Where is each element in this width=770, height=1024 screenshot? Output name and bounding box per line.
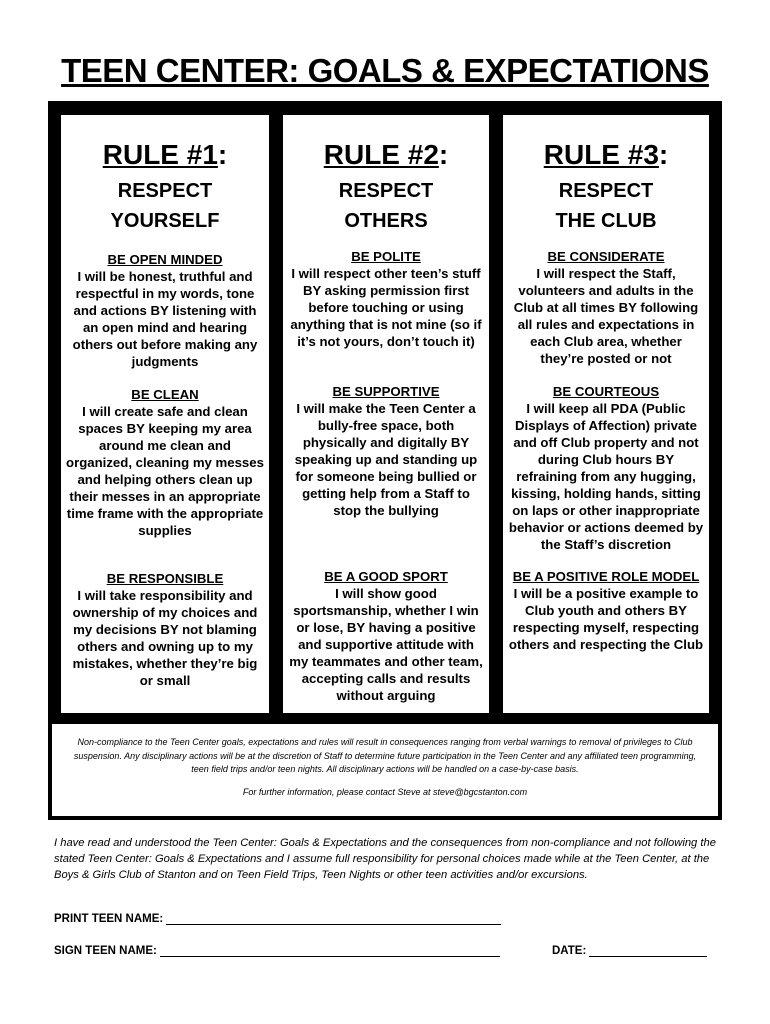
rule-subtitle-line: YOURSELF — [110, 210, 220, 232]
date-input-line[interactable] — [589, 944, 707, 957]
section-heading: BE A GOOD SPORT — [324, 569, 448, 584]
rule-subtitle — [289, 176, 483, 236]
print-name-field — [54, 912, 501, 925]
section-text: I will show good sportsmanship, whether I win or lose, BY having a positive and supportive attitude with my teammates and other team, accepting calls and results without arguing — [289, 586, 483, 703]
rule-column-1 — [61, 115, 269, 713]
rule-subtitle-line: OTHERS — [344, 210, 428, 232]
section-heading: BE CONSIDERATE — [547, 249, 665, 264]
rule-section — [287, 248, 485, 350]
rule-subtitle-line: RESPECT — [117, 180, 213, 202]
section-text: I will be honest, truthful and respectful in my words, tone and actions BY listening with an open mind and hearing others out before making any judgments — [72, 269, 258, 369]
date-label: DATE: — [552, 945, 587, 957]
rule-section — [65, 570, 265, 689]
rule-section — [507, 248, 705, 367]
rule-section — [507, 383, 705, 553]
rule-heading — [289, 138, 483, 172]
print-name-label: PRINT TEEN NAME: — [54, 913, 164, 925]
contact-info: For further information, please contact Steve at steve@bgcstanton.com — [242, 786, 528, 797]
section-heading: BE RESPONSIBLE — [106, 571, 224, 586]
section-heading: BE A POSITIVE ROLE MODEL — [512, 569, 700, 584]
section-heading: BE OPEN MINDED — [107, 252, 223, 267]
rule-column-2 — [283, 115, 489, 713]
section-text: I will create safe and clean spaces BY keeping my area around me clean and organized, cleaning my messes and helping others clean up their messes in an appropriate time frame with the appropriate supplies — [66, 404, 264, 538]
acknowledgement-text: I have read and understood the Teen Center: Goals & Expectations and the consequences from non-compliance and not following the stated Teen Center: Goals & Expectations and I assume full responsibility for personal choices made while at the Teen Center, at the Boys & Girls Club of Stanton and on Teen Field Trips, Teen Nights or other teen activities and/or excursions. — [54, 837, 716, 881]
rule-colon: : — [438, 139, 449, 170]
rule-section — [507, 568, 705, 653]
rule-section — [287, 383, 485, 519]
rule-subtitle — [509, 176, 703, 236]
date-field — [552, 944, 707, 957]
rule-colon: : — [217, 139, 228, 170]
section-heading: BE CLEAN — [131, 387, 199, 402]
rule-column-3 — [503, 115, 709, 713]
section-text: I will be a positive example to Club youth and others BY respecting myself, respecting others and respecting the Club — [508, 586, 704, 652]
disciplinary-notice — [48, 724, 722, 820]
rule-label: RULE #1 — [102, 139, 218, 170]
rule-colon: : — [658, 139, 669, 170]
section-heading: BE COURTEOUS — [552, 384, 660, 399]
rule-heading — [67, 138, 263, 172]
rule-heading — [509, 138, 703, 172]
sign-name-label: SIGN TEEN NAME: — [54, 945, 157, 957]
section-text: I will take responsibility and ownership of my choices and my decisions BY not blaming others and owning up to my mistakes, whether they’re big or small — [72, 588, 258, 688]
print-name-input-line[interactable] — [166, 912, 501, 925]
rule-subtitle — [67, 176, 263, 236]
section-text: I will respect the Staff, volunteers and adults in the Club at all times BY following all rules and expectations in each Club area, whether they’re posted or not — [513, 266, 699, 366]
section-heading: BE SUPPORTIVE — [332, 384, 440, 399]
rule-section — [65, 251, 265, 370]
rule-section — [287, 568, 485, 704]
rule-label: RULE #3 — [543, 139, 659, 170]
rule-subtitle-line: THE CLUB — [555, 210, 657, 232]
notice-text: Non-compliance to the Teen Center goals, expectations and rules will result in consequences ranging from verbal warnings to removal of privileges to Club suspension. Any disciplinary actions will be at the discretion of Staff to determine future participation in the Teen Center and any affiliated teen programming, teen field trips and/or teen nights. All disciplinary actions will be handled on a case-by-case basis. — [73, 737, 697, 774]
section-text: I will make the Teen Center a bully-free space, both physically and digitally BY speaking up and standing up for someone being bullied or getting help from a Staff to stop the bullying — [294, 401, 478, 518]
rule-subtitle-line: RESPECT — [558, 180, 654, 202]
section-text: I will respect other teen’s stuff BY asking permission first before touching or using anything that is not mine (so if it’s not yours, don’t touch it) — [290, 266, 482, 349]
rule-section — [65, 386, 265, 539]
page-title: TEEN CENTER: GOALS & EXPECTATIONS — [61, 52, 709, 89]
rule-subtitle-line: RESPECT — [338, 180, 434, 202]
rule-label: RULE #2 — [323, 139, 439, 170]
section-heading: BE POLITE — [351, 249, 421, 264]
section-text: I will keep all PDA (Public Displays of Affection) private and off Club property and not during Club hours BY refraining from any hugging, kissing, holding hands, sitting on laps or other inappropriate behavior or actions deemed by the Staff’s discretion — [508, 401, 704, 552]
sign-name-field — [54, 944, 500, 957]
sign-name-input-line[interactable] — [160, 944, 500, 957]
